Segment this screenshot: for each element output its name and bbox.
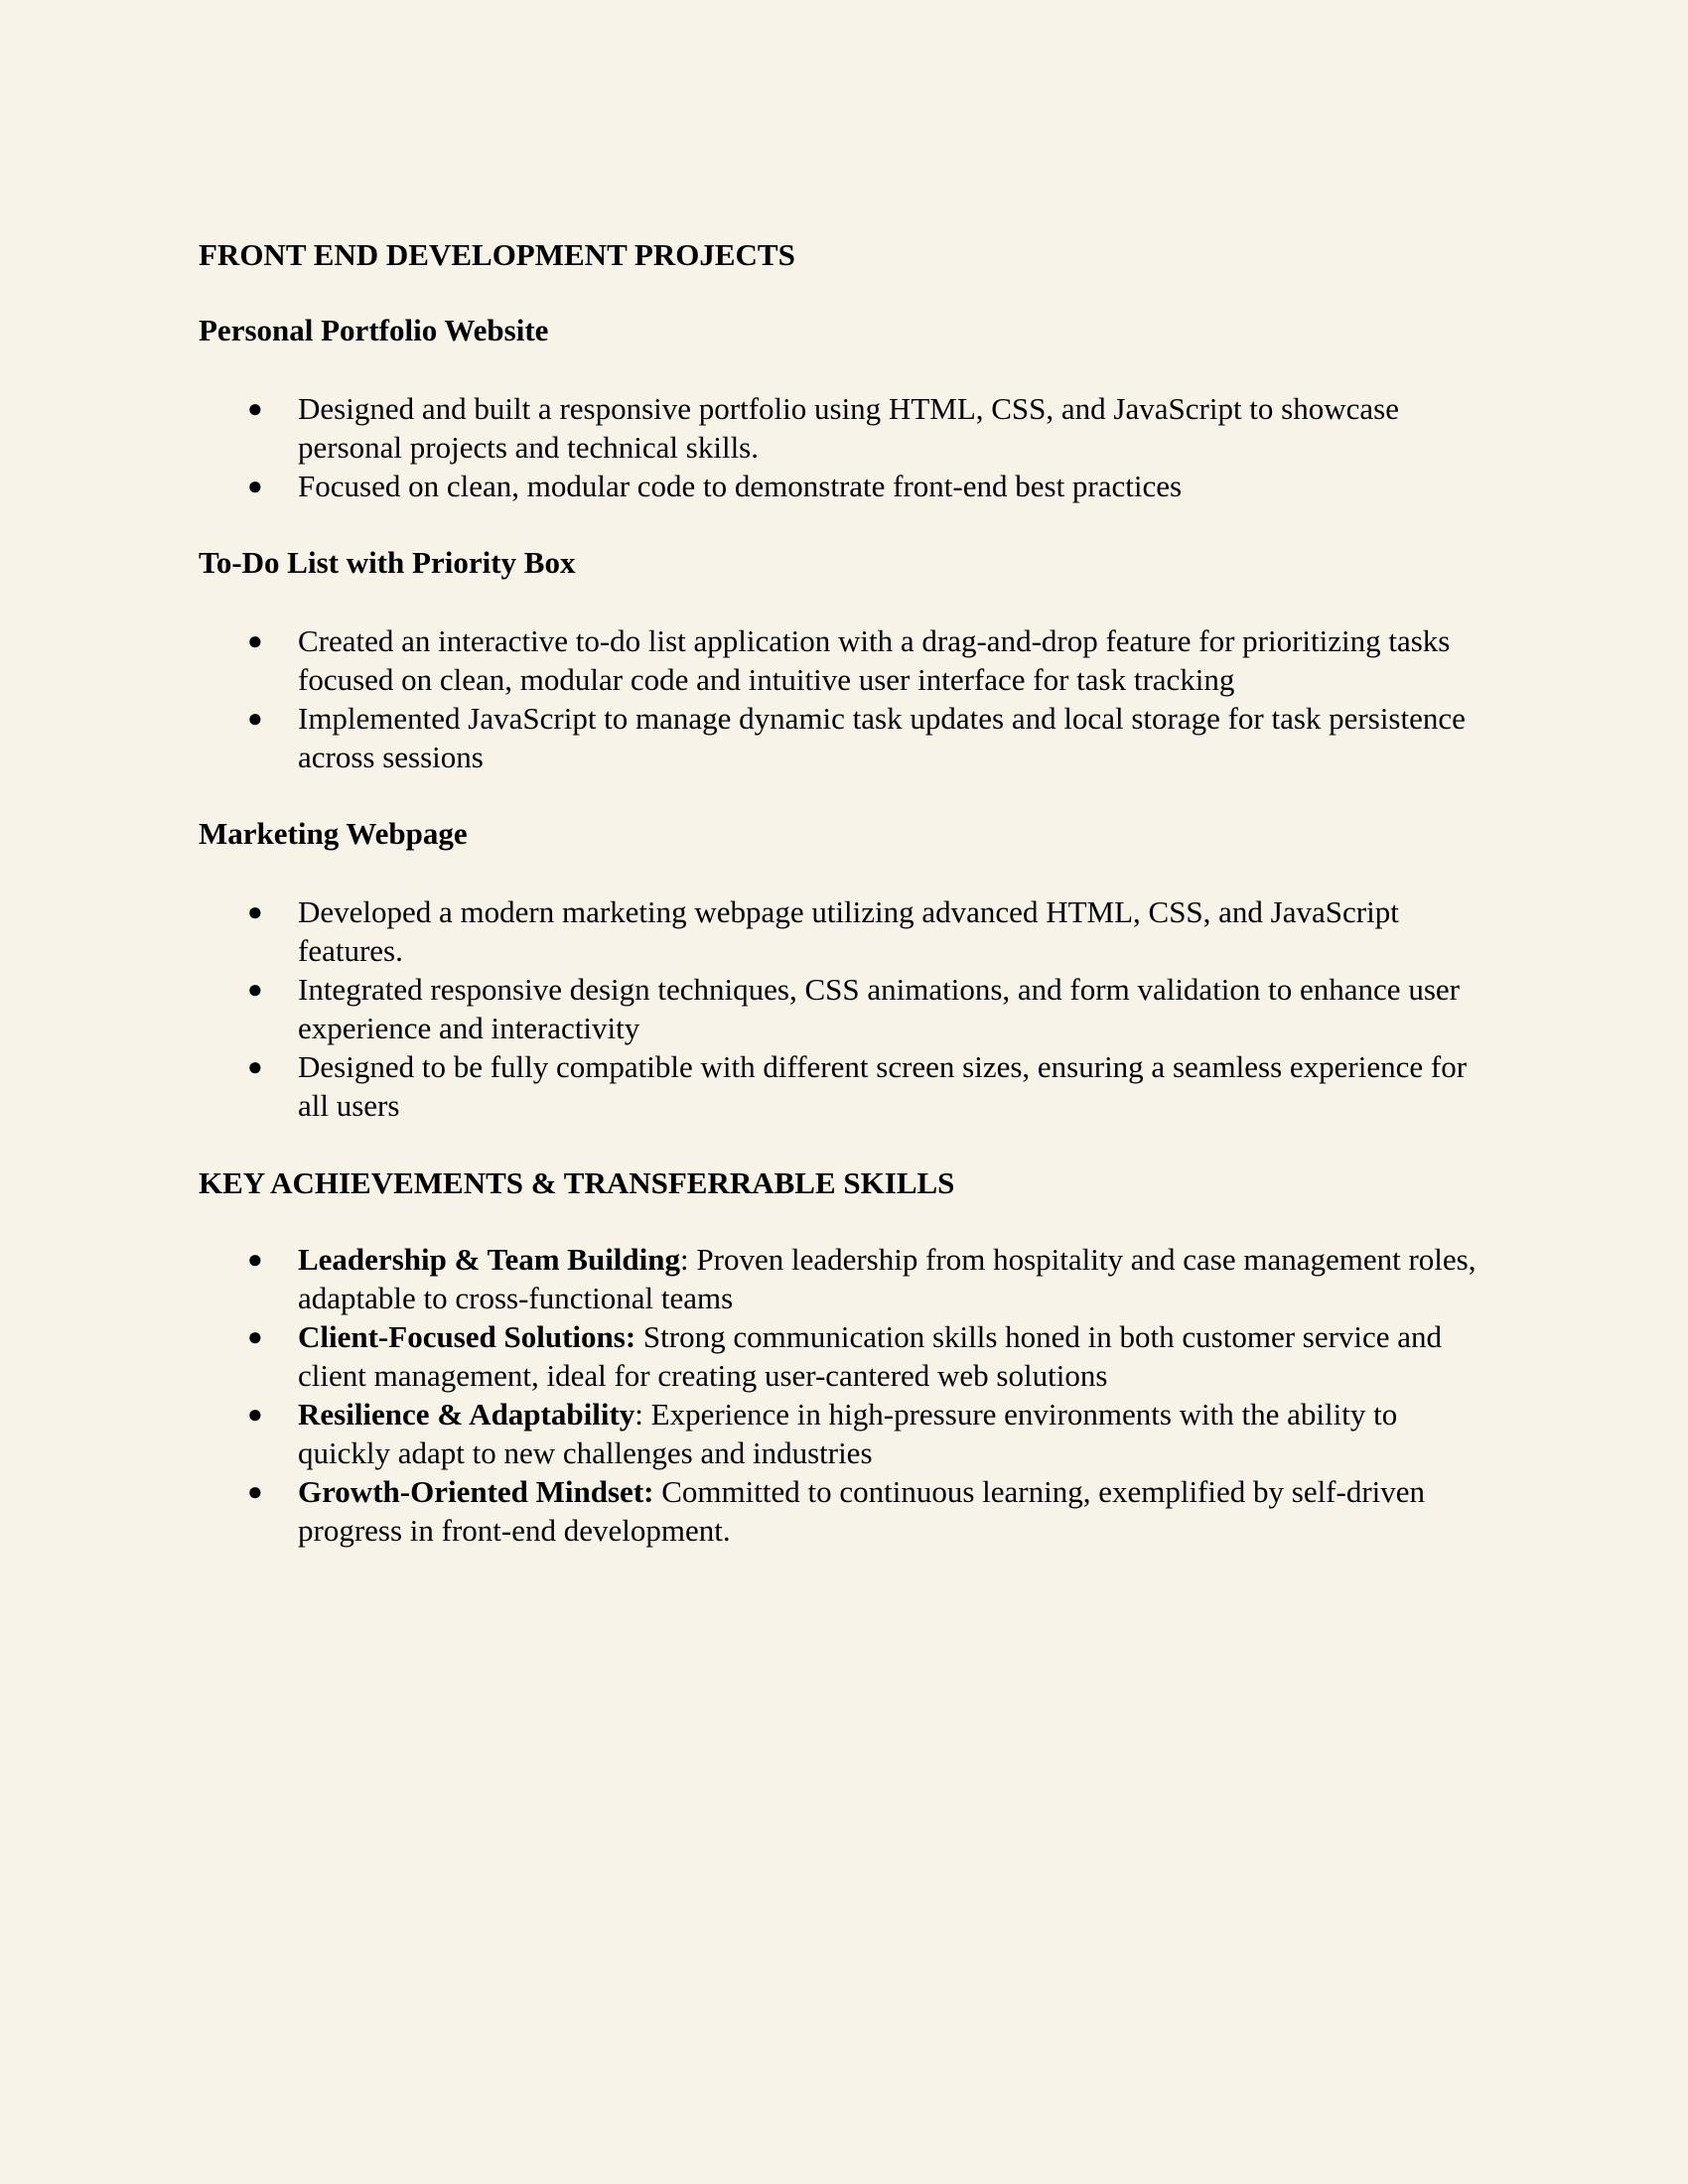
list-item (247, 1472, 1489, 1550)
bullet-icon: ● (247, 1052, 263, 1081)
project-title-marketing: Marketing Webpage (199, 816, 468, 851)
bullet-icon: ● (247, 1245, 263, 1274)
bullet-icon: ● (247, 472, 263, 500)
project-title-todo: To-Do List with Priority Box (199, 545, 576, 580)
list-item (247, 1395, 1489, 1472)
list-item (247, 389, 1489, 467)
skill-text: Strong communication skills honed in both customer service and client management, ideal for creating user-cantered web solutions (298, 1319, 1443, 1393)
list-item (247, 621, 1489, 699)
list-item (247, 699, 1489, 776)
bullet-text: Designed and built a responsive portfolio using HTML, CSS, and JavaScript to showcase personal projects and technical skills. (298, 391, 1399, 465)
bullet-icon: ● (247, 897, 263, 926)
skills-heading: KEY ACHIEVEMENTS & TRANSFERRABLE SKILLS (199, 1165, 955, 1200)
portfolio-bullet-list (199, 389, 1489, 505)
list-item (247, 1240, 1489, 1317)
skill-label: Client-Focused Solutions: (298, 1319, 636, 1354)
bullet-text: Created an interactive to-do list application with a drag-and-drop feature for prioritizing tasks focused on clean, modular code and intuitive user interface for task tracking (298, 623, 1451, 697)
skill-label: Resilience & Adaptability (298, 1397, 635, 1432)
list-item (247, 1047, 1489, 1125)
project-title-portfolio: Personal Portfolio Website (199, 313, 549, 347)
bullet-icon: ● (247, 394, 263, 423)
skill-text: : Experience in high-pressure environments with the ability to quickly adapt to new challenges and industries (298, 1397, 1398, 1470)
bullet-icon: ● (247, 1477, 263, 1506)
list-item (247, 970, 1489, 1047)
skills-bullet-list (199, 1240, 1489, 1550)
skill-text: : Proven leadership from hospitality and case management roles, adaptable to cross-functional teams (298, 1242, 1477, 1315)
list-item (247, 1317, 1489, 1395)
marketing-bullet-list (199, 892, 1489, 1125)
bullet-text: Developed a modern marketing webpage utilizing advanced HTML, CSS, and JavaScript features. (298, 894, 1399, 968)
projects-heading: FRONT END DEVELOPMENT PROJECTS (199, 237, 795, 272)
bullet-icon: ● (247, 975, 263, 1004)
skill-text: Committed to continuous learning, exemplified by self-driven progress in front-end development. (298, 1474, 1426, 1548)
list-item (247, 467, 1489, 505)
bullet-text: Integrated responsive design techniques, CSS animations, and form validation to enhance user experience and interactivity (298, 972, 1460, 1045)
bullet-icon: ● (247, 1322, 263, 1351)
skill-label: Growth-Oriented Mindset: (298, 1474, 654, 1509)
list-item (247, 892, 1489, 970)
bullet-text: Implemented JavaScript to manage dynamic task updates and local storage for task persistence across sessions (298, 701, 1466, 774)
bullet-icon: ● (247, 704, 263, 733)
skill-label: Leadership & Team Building (298, 1242, 681, 1277)
bullet-text: Focused on clean, modular code to demonstrate front-end best practices (298, 469, 1183, 503)
bullet-text: Designed to be fully compatible with different screen sizes, ensuring a seamless experience for all users (298, 1049, 1468, 1123)
bullet-icon: ● (247, 626, 263, 655)
bullet-icon: ● (247, 1400, 263, 1429)
todo-bullet-list (199, 621, 1489, 776)
